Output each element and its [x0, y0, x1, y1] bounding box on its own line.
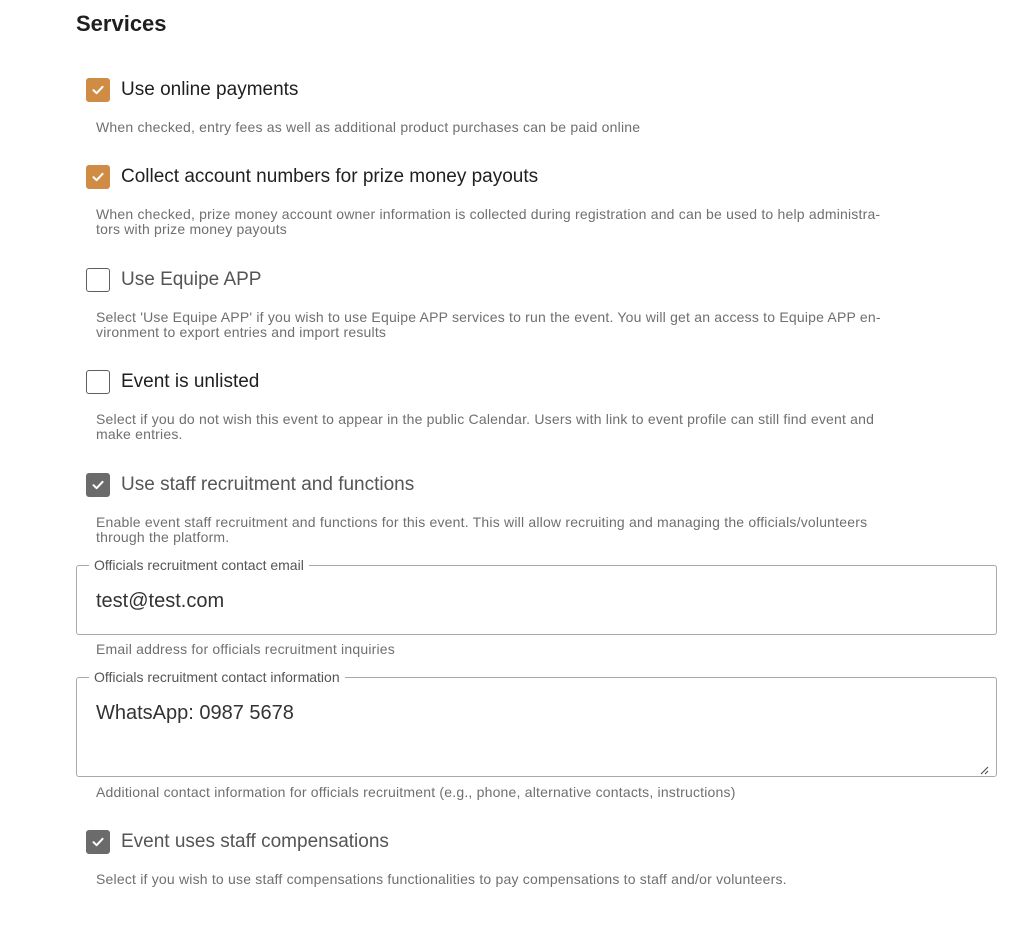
- check-icon: [91, 170, 105, 184]
- staff-recruitment-checkbox-row[interactable]: [86, 472, 414, 498]
- staff-recruitment-help-line-1: Enable event staff recruitment and functions for this event. This will allow recruiting and managing the officials/volunteers: [96, 514, 868, 530]
- contact-information-help: Additional contact information for officials recruitment (e.g., phone, alternative contacts, instructions): [96, 784, 736, 800]
- equipe-app-help-line-1: Select 'Use Equipe APP' if you wish to use Equipe APP services to run the event. You will get an access to Equipe APP en-: [96, 309, 881, 325]
- account-numbers-checkbox[interactable]: [86, 165, 110, 189]
- event-unlisted-help-line-1: Select if you do not wish this event to appear in the public Calendar. Users with link to event profile can still find event and: [96, 411, 875, 427]
- equipe-app-help-line-2: vironment to export entries and import results: [96, 324, 387, 340]
- check-icon: [91, 835, 105, 849]
- contact-email-help: Email address for officials recruitment inquiries: [96, 641, 395, 657]
- online-payments-help: When checked, entry fees as well as additional product purchases can be paid online: [96, 119, 641, 135]
- staff-compensations-label: Event uses staff compensations: [121, 831, 389, 852]
- staff-compensations-checkbox[interactable]: [86, 830, 110, 854]
- equipe-app-checkbox-row[interactable]: [86, 267, 261, 293]
- staff-recruitment-help-line-2: through the platform.: [96, 529, 230, 545]
- event-unlisted-checkbox[interactable]: [86, 370, 110, 394]
- equipe-app-checkbox[interactable]: [86, 268, 110, 292]
- event-unlisted-checkbox-row[interactable]: [86, 369, 259, 395]
- staff-compensations-checkbox-row[interactable]: [86, 829, 389, 855]
- staff-recruitment-checkbox[interactable]: [86, 473, 110, 497]
- contact-email-label: Officials recruitment contact email: [89, 556, 309, 574]
- online-payments-label: Use online payments: [121, 79, 299, 100]
- check-icon: [91, 83, 105, 97]
- contact-email-field[interactable]: [76, 557, 997, 635]
- resize-handle-icon[interactable]: [978, 765, 990, 775]
- account-numbers-label: Collect account numbers for prize money payouts: [121, 166, 539, 187]
- contact-information-label: Officials recruitment contact information: [89, 668, 345, 686]
- equipe-app-label: Use Equipe APP: [121, 269, 262, 290]
- staff-recruitment-label: Use staff recruitment and functions: [121, 474, 415, 495]
- check-icon: [91, 478, 105, 492]
- event-unlisted-label: Event is unlisted: [121, 371, 260, 392]
- online-payments-checkbox[interactable]: [86, 78, 110, 102]
- account-numbers-checkbox-row[interactable]: [86, 164, 538, 190]
- account-numbers-help-line-1: When checked, prize money account owner information is collected during registration and can be used to help administra-: [96, 206, 881, 222]
- section-title: Services: [76, 11, 167, 36]
- account-numbers-help-line-2: tors with prize money payouts: [96, 221, 287, 237]
- contact-information-field[interactable]: [76, 669, 997, 777]
- event-unlisted-help-line-2: make entries.: [96, 426, 183, 442]
- online-payments-checkbox-row[interactable]: [86, 77, 298, 103]
- contact-information-textarea[interactable]: WhatsApp: 0987 5678: [96, 702, 294, 724]
- staff-compensations-help: Select if you wish to use staff compensations functionalities to pay compensations to staff and/or volunteers.: [96, 871, 787, 887]
- contact-email-input[interactable]: test@test.com: [96, 590, 225, 612]
